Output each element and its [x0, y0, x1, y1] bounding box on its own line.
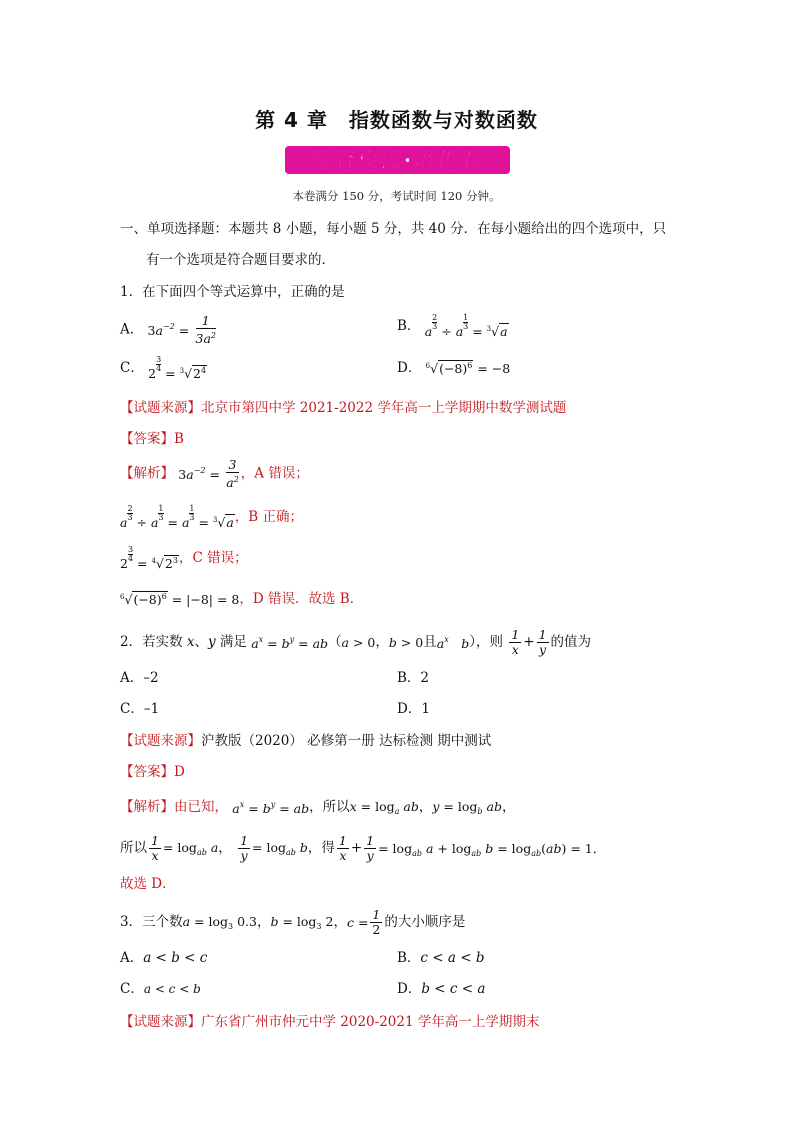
- q1-analysis-b: a $\frac{2}{3}$ ÷ a $\frac{1}{3}$ = a $\frac{1}{3}$ = $^3$√a，B 正确；: [120, 504, 304, 530]
- source-text: 北京市第四中学 2021-2022 学年高一上学期期中数学测试题: [201, 400, 567, 416]
- section-heading-line2: 有一个选项是符合题目要求的．: [146, 252, 335, 268]
- q1-option-b: B． a $\frac{2}{3}$ ÷ a $\frac{1}{3}$ = $^3$√a: [397, 313, 508, 339]
- q2-option-d: D．1: [397, 701, 430, 717]
- q1-analysis-a: 【解析】 $3a^{-2}$ = $\frac{3}{a^2}$ ，A 错误；: [120, 457, 309, 491]
- option-label: C．: [120, 981, 144, 997]
- analysis-tag: 【解析】: [120, 799, 174, 815]
- option-label: B．: [397, 950, 421, 966]
- q2-stem-and: 且: [423, 634, 437, 650]
- q1-answer: [120, 427, 184, 447]
- q1-option-d: D． $^6√(-8)^6 = -8$: [397, 360, 511, 377]
- q2-conclusion: 故选 D．: [120, 876, 176, 892]
- q1-analysis-c: 2 $\frac{3}{4}$ = $^4√2^3$，C 错误；: [120, 545, 248, 571]
- option-label: A．: [120, 950, 144, 966]
- q3-option-c: [120, 977, 201, 997]
- exam-banner: [285, 144, 510, 176]
- analysis-so: ，所以: [309, 799, 350, 815]
- q1-analysis-d: $^6√(-8)^6 = |-8| = 8$，D 错误．故选 B．: [120, 591, 364, 608]
- source-text: 沪教版（2020） 必修第一册 达标检测 期中测试: [201, 733, 492, 749]
- answer-tag: 【答案】: [120, 431, 174, 447]
- q2-stem-mid: 满足: [219, 634, 247, 650]
- q2-analysis-1: 【解析】由已知， $a^x = b^y$ = ab，所以$x = \log_a$ ab，$y = \log_b$ ab，: [120, 799, 516, 816]
- answer-text: D: [174, 764, 185, 780]
- page-title: 第 4 章 指数函数与对数函数: [255, 108, 538, 132]
- q3-stem-tail: 的大小顺序是: [384, 914, 466, 930]
- analysis-tag: 【解析】: [120, 465, 174, 482]
- option-label: C．: [120, 360, 144, 376]
- q3-option-d: [397, 977, 485, 997]
- analysis-text: 由已知，: [174, 799, 228, 815]
- q1-option-a: A． $3a^{-2}$ = $\frac{1}{3a^2}$: [120, 313, 216, 347]
- answer-text: B: [174, 431, 184, 447]
- source-tag: 【试题来源】: [120, 400, 201, 416]
- q2-stem-end: ），则: [469, 634, 504, 650]
- q2-option-b: B．2: [397, 670, 430, 686]
- source-tag: 【试题来源】: [120, 1014, 201, 1030]
- section-heading-line1: 一、单项选择题：本题共 8 小题，每小题 5 分，共 40 分．在每小题给出的四个选项中，只: [120, 221, 667, 237]
- analysis-get: ，得: [307, 840, 335, 856]
- q2-answer: [120, 760, 185, 780]
- exam-note: 本卷满分 150 分，考试时间 120 分钟。: [292, 189, 501, 203]
- answer-tag: 【答案】: [120, 764, 174, 780]
- q2-stem: 2．若实数 x、y 满足 $a^x = b^y = ab(a > 0$，b > 0且$a^x$ b），则 $\frac{1}{x}$ + $\frac{1}{y}$ 的值为: [120, 627, 592, 657]
- verdict-text: ，A 错误；: [240, 465, 309, 482]
- q2-stem-prefix: 2．若实数: [120, 634, 183, 650]
- q3-source: [120, 1010, 539, 1030]
- source-text: 广东省广州市仲元中学 2020-2021 学年高一上学期期末: [201, 1014, 540, 1030]
- option-text: a < c < b: [143, 982, 201, 996]
- q3-option-a: [120, 946, 207, 966]
- option-text: b < c < a: [421, 981, 486, 997]
- option-label: B．: [397, 318, 421, 334]
- q1-stem: 1．在下面四个等式运算中，正确的是: [120, 284, 345, 300]
- option-text: c < a < b: [420, 950, 485, 966]
- q3-option-b: [397, 946, 484, 966]
- analysis-text: 所以: [120, 840, 147, 856]
- source-tag: 【试题来源】: [120, 733, 201, 749]
- q3-stem-prefix: 3．三个数: [120, 914, 183, 930]
- option-label: D．: [397, 981, 422, 997]
- q2-stem-cond: （: [328, 634, 342, 650]
- q1-option-c: C． 2 $\frac{3}{4}$ = $^3√2^4$: [120, 355, 207, 381]
- q2-stem-tail: 的值为: [550, 634, 592, 650]
- q2-analysis-2: 所以 $\frac{1}{x}$ = $\log_{ab} a$， $\frac{1}{y}$ = $\log_{ab} b$，得 $\frac{1}{x}$ + $\frac{1}{y}$ = $\log_{ab} a + \log_{ab} b = \log_{ab}(ab) = 1$．: [120, 833, 606, 863]
- option-label: D．: [397, 360, 422, 376]
- q3-stem: 3．三个数$a = \log_3 0.3$，$b = \log_3 2$，c = $\frac{1}{2}$ 的大小顺序是: [120, 907, 466, 937]
- banner-text: 综合检测·培优卷: [311, 148, 484, 172]
- option-label: A．: [120, 321, 144, 338]
- verdict-text: ，B 正确；: [234, 509, 304, 525]
- option-text: a < b < c: [143, 950, 208, 966]
- q1-source: [120, 396, 566, 416]
- verdict-text: ，D 错误．故选 B．: [239, 591, 364, 607]
- q2-option-c: C．–1: [120, 701, 160, 717]
- verdict-text: ，C 错误；: [178, 550, 248, 566]
- q2-source: [120, 729, 491, 749]
- q2-option-a: A．–2: [120, 670, 159, 686]
